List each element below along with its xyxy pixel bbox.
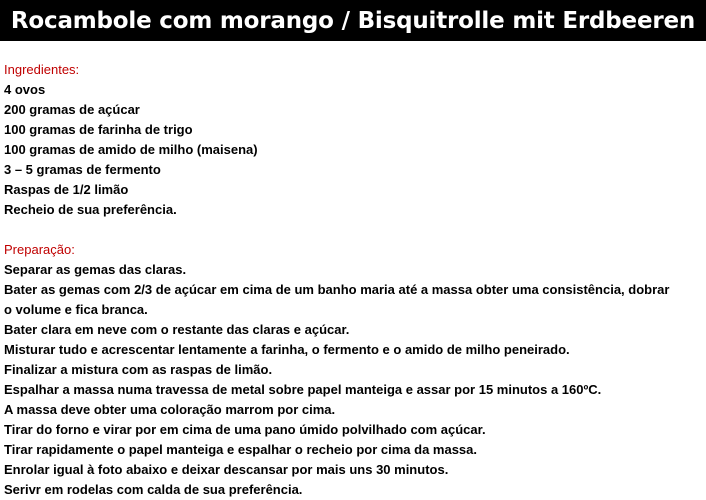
recipe-body xyxy=(4,60,704,500)
ingredient-item: 100 gramas de amido de milho (maisena) xyxy=(4,142,258,157)
ingredient-item: 3 – 5 gramas de fermento xyxy=(4,162,161,177)
ingredient-item: 4 ovos xyxy=(4,82,46,97)
ingredient-item: Raspas de 1/2 limão xyxy=(4,182,129,197)
preparation-step: Enrolar igual à foto abaixo e deixar descansar por mais uns 30 minutos. xyxy=(4,462,449,477)
preparation-step: Serivr em rodelas com calda de sua preferência. xyxy=(4,482,303,497)
section-spacer xyxy=(4,220,704,240)
ingredients-heading: Ingredientes: xyxy=(4,62,80,77)
preparation-step: Tirar do forno e virar por em cima de uma pano úmido polvilhado com açúcar. xyxy=(4,422,486,437)
preparation-step: A massa deve obter uma coloração marrom por cima. xyxy=(4,402,336,417)
preparation-step: Bater as gemas com 2/3 de açúcar em cima de um banho maria até a massa obter uma consistência, dobrar o volume e fica branca. xyxy=(4,282,670,317)
preparation-step: Bater clara em neve com o restante das claras e açúcar. xyxy=(4,322,350,337)
ingredient-item: 200 gramas de açúcar xyxy=(4,102,140,117)
preparation-step: Tirar rapidamente o papel manteiga e espalhar o recheio por cima da massa. xyxy=(4,442,477,457)
recipe-title: Rocambole com morango / Bisquitrolle mit Erdbeeren xyxy=(10,7,696,34)
preparation-step: Finalizar a mistura com as raspas de limão. xyxy=(4,362,273,377)
preparation-step: Separar as gemas das claras. xyxy=(4,262,187,277)
preparation-heading: Preparação: xyxy=(4,242,75,257)
preparation-step: Misturar tudo e acrescentar lentamente a farinha, o fermento e o amido de milho peneirado. xyxy=(4,342,570,357)
preparation-step: Espalhar a massa numa travessa de metal sobre papel manteiga e assar por 15 minutos a 160ºC. xyxy=(4,382,602,397)
ingredient-item: 100 gramas de farinha de trigo xyxy=(4,122,193,137)
title-bar xyxy=(0,0,706,41)
ingredient-item: Recheio de sua preferência. xyxy=(4,202,177,217)
